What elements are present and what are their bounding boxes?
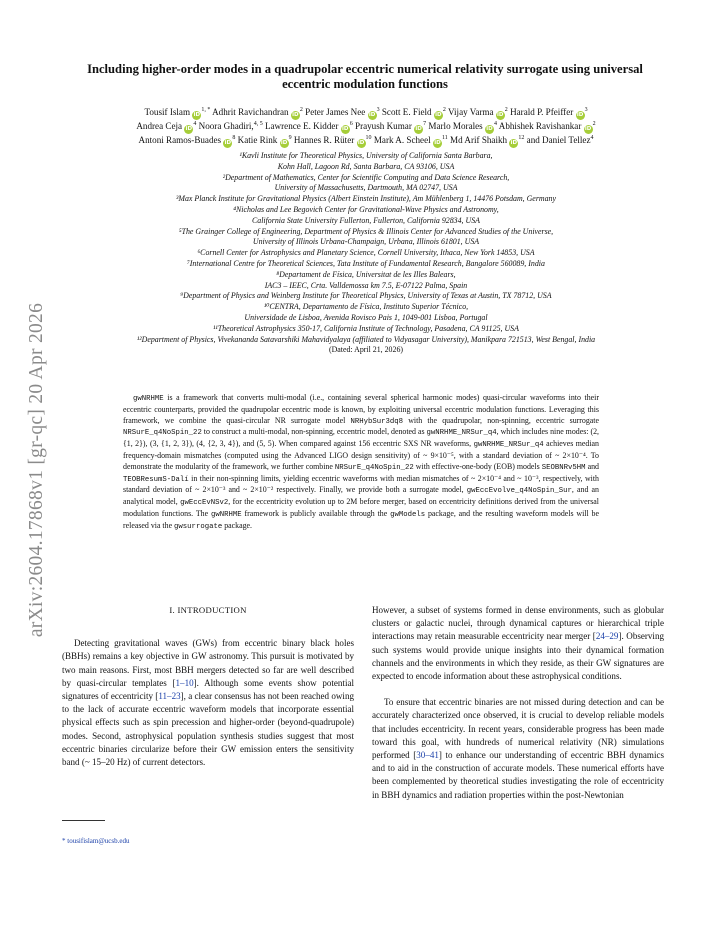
author-name: Md Arif Shaikh [450, 135, 508, 145]
affiliation-line: ⁵The Grainger College of Engineering, Department of Physics & Illinois Center for Advanced Studies of the Universe, [178, 226, 554, 236]
abstract-text: to construct a multi-modal, non-spinning, eccentric model, denoted as [201, 427, 427, 437]
abstract-text: is a framework that converts multi-modal (i.e., containing several spherical harmonic modes) quasi-circular waveforms into their eccentric counterparts, provided the quadrupolar eccentric mode is known, by exploiting universal eccentric modulation functions. Leveraging this framework, we combine the quasi-circular NR surrogate model [123, 393, 599, 425]
body-paragraph [372, 604, 664, 683]
abstract-text: package, and the resulting waveform models will be released via the [123, 508, 599, 530]
author-affil-marker: 4 [493, 120, 497, 127]
orcid-icon[interactable]: iD [224, 140, 232, 146]
paragraph-text: To ensure that eccentric binaries are not missed during detection and can be accurately characterized once observed, it is crucial to develop reliable models that includes eccentricity. In recent years, considerable progress has been made toward this goal, with hundreds of numerical relativity (NR) simulations performed [ [372, 697, 664, 761]
code-name: gwModels [390, 510, 426, 519]
affiliation-line: ³Max Planck Institute for Gravitational Physics (Albert Einstein Institute), Am Mühlenberg 1, 14476 Potsdam, Germany [176, 194, 556, 204]
orcid-icon[interactable]: iD [486, 126, 493, 132]
author-affil-marker: 2 [442, 106, 446, 113]
affiliation-line: California State University Fullerton, Fullerton, California 92834, USA [252, 215, 480, 225]
author-affil-marker: 4 [193, 120, 197, 127]
orcid-icon[interactable]: iD [368, 112, 376, 118]
code-name: gwNRHME_NRSur_q4 [473, 441, 544, 450]
citation-link[interactable]: 24–29 [595, 631, 619, 642]
author-affil-marker: 6 [349, 120, 353, 127]
author-affil-marker: 12 [518, 134, 525, 141]
abstract-text: framework is publicly available through the [241, 508, 391, 518]
affiliation-line: ⁹Department of Physics and Weinberg Institute for Theoretical Physics, University of Texas at Austin, TX 78712, USA [180, 291, 552, 301]
arxiv-identifier: arXiv:2604.17868v1 [gr-qc] 20 Apr 2026 [26, 302, 47, 638]
author-list [60, 106, 672, 148]
paragraph-text: ]. Observing such systems would provide unique insights into their dynamical formation channels and the environments in which they reside, as their GW signatures are expected to encode information about these astrophysical conditions. [372, 631, 664, 682]
author-affil-marker: 4 [590, 134, 594, 141]
footnote-divider [62, 820, 105, 821]
orcid-icon[interactable]: iD [497, 112, 504, 118]
orcid-icon[interactable]: iD [357, 140, 365, 146]
abstract-text: , which includes nine modes: (2, {1, 2}), (3, {1, 2, 3}), (4, {2, 3, 4}), and (5, 5). When compared against 156 eccentric SXS NR waveforms, [123, 427, 600, 449]
affiliation-line: ⁷International Centre for Theoretical Sciences, Tata Institute of Fundamental Research, Bangalore 560089, India [187, 258, 545, 268]
abstract-text: with the quadrupolar, non-spinning, eccentric surrogate [403, 415, 599, 425]
orcid-icon[interactable]: iD [510, 140, 518, 146]
affiliation-line: ⁸Departament de Física, Universitat de les Illes Balears, [276, 269, 456, 279]
affiliation-line: ⁴Nicholas and Lee Begovich Center for Gravitational-Wave Physics and Astronomy, [233, 204, 499, 214]
code-name: NRSurE_q4NoSpin_22 [334, 463, 414, 472]
affiliation-line: ¹⁰CENTRA, Departamento de Física, Instituto Superior Técnico, [263, 302, 469, 312]
section-heading: I. INTRODUCTION [169, 605, 247, 615]
affiliation-line: ²Department of Mathematics, Center for Scientific Computing and Data Science Research, [222, 172, 510, 182]
orcid-icon[interactable]: iD [576, 112, 584, 118]
orcid-icon[interactable]: iD [342, 126, 349, 132]
paragraph-text: Detecting gravitational waves (GWs) from eccentric binary black holes (BBHs) remains a key objective in GW astronomy. This pursuit is motivated by two main reasons. First, most BBH mergers detected so far are well described by quasi-circular templates [ [62, 638, 354, 688]
code-name: gwNRHME [211, 510, 242, 519]
author-affil-marker: 9 [288, 134, 292, 141]
affiliation-line: University of Illinois Urbana-Champaign, Urbana, Illinois 61801, USA [252, 237, 480, 247]
orcid-icon[interactable]: iD [292, 112, 299, 118]
code-name: gwEccEvNSv2 [180, 499, 229, 508]
paragraph-text: ] to enhance our understanding of eccentric BBH dynamics and to aid in the construction of accurate models. These numerical efforts have been complemented by theoretical studies investigating the role of eccentricity in BBH dynamics and radiation properties within the post-Newtonian [372, 750, 665, 800]
abstract-text: , and an analytical model, [123, 485, 599, 507]
author-name: and Daniel Tellez [526, 135, 591, 145]
affiliation-line: Universidade de Lisboa, Avenida Rovisco Pais 1, 1049-001 Lisboa, Portugal [244, 312, 488, 322]
author-affil-marker: 2 [592, 120, 596, 127]
affiliation-line: ¹Kavli Institute for Theoretical Physics, University of California Santa Barbara, [239, 151, 493, 160]
author-name: Harald P. Pfeiffer [510, 107, 574, 117]
author-name: Katie Rink [237, 135, 278, 145]
author-affil-marker: 11 [441, 134, 448, 141]
author-affil-marker: 1, * [201, 106, 211, 113]
author-name: Scott E. Field [381, 107, 432, 117]
author-name: Vijay Varma [448, 107, 494, 117]
paragraph-text: ]. Although some events show potential signatures of eccentricity [ [62, 677, 354, 702]
author-affil-marker: 3 [376, 106, 380, 113]
author-name: Noora Ghadiri, [198, 121, 254, 131]
left-column [62, 604, 354, 769]
author-affil-marker: 8 [232, 134, 236, 141]
paragraph-text: However, a subset of systems formed in dense environments, such as globular clusters or galactic nuclei, through dynamical captures or hierarchical triple interactions may retain measurable eccentricity near merger [ [372, 605, 664, 642]
orcid-icon[interactable]: iD [185, 126, 193, 132]
author-name: Adhrit Ravichandran [212, 107, 289, 117]
code-name: gwEccEvolve_q4NoSpin_Sur [466, 487, 572, 496]
orcid-icon[interactable]: iD [280, 140, 288, 146]
author-name: Tousif Islam [144, 107, 191, 117]
abstract [123, 393, 599, 533]
paragraph-gap [372, 683, 664, 696]
affiliation-list [56, 151, 676, 356]
affiliation-line: ⁶Cornell Center for Astrophysics and Planetary Science, Cornell University, Ithaca, New York 14853, USA [197, 248, 535, 258]
author-affil-marker: 3 [584, 106, 588, 113]
body-paragraph [372, 696, 664, 802]
abstract-text: in their non-spinning limits, yielding eccentric waveforms with median mismatches of ~ 2×10⁻⁴ and ~ 10⁻³, respectively, with standard deviation of ~ 2×10⁻³ and ~ 2×10⁻² respectively. Finally, we provide both a surrogate model, [123, 473, 599, 495]
paragraph-text: ], a clear consensus has not been reached owing to the lack of accurate eccentric waveform models that incorporate essential physical effects such as spin precession and higher-order (beyond-quadrupole) modes. Second, astrophysical population synthesis studies suggest that most eccentric binaries circularize before their GW emission enters the sensitivity band (~ 15–20 Hz) of current detectors. [62, 691, 354, 768]
author-affil-marker: 7 [423, 120, 427, 127]
author-name: Abhishek Ravishankar [498, 121, 582, 131]
orcid-icon[interactable]: iD [193, 112, 201, 118]
code-name: NRHybSur3dq8 [350, 417, 404, 426]
orcid-icon[interactable]: iD [435, 112, 442, 118]
date-line: (Dated: April 21, 2026) [328, 345, 404, 355]
arxiv-identifier-sidebar [22, 240, 52, 700]
author-name: Marlo Morales [428, 121, 483, 131]
affiliation-line: ¹¹Theoretical Astrophysics 350-17, California Institute of Technology, Pasadena, CA 91125, USA [213, 323, 519, 333]
author-affil-marker: 10 [365, 134, 372, 141]
code-name: gwNRHME_NRSur_q4 [426, 429, 497, 438]
orcid-icon[interactable]: iD [434, 140, 441, 146]
abstract-text: and [585, 461, 599, 471]
code-name: gwNRHME [133, 395, 164, 403]
affiliation-line: IAC3 – IEEC, Crta. Valldemossa km 7.5, E-07122 Palma, Spain [264, 280, 468, 290]
abstract-text: with effective-one-body (EOB) models [413, 461, 542, 471]
author-affil-marker: 2 [504, 106, 508, 113]
author-name: Prayush Kumar [355, 121, 412, 131]
citation-link[interactable]: 11–23 [158, 691, 181, 702]
affiliation-line: Kohn Hall, Lagoon Rd, Santa Barbara, CA 93106, USA [277, 161, 455, 171]
orcid-icon[interactable]: iD [415, 126, 422, 132]
affiliation-line: ¹²Department of Physics, Vivekananda Satavarshiki Mahavidyalaya (affiliated to Vidyasagar University), Manikpara 721513, West Bengal, India [136, 334, 596, 344]
author-name: Peter James Nee [305, 107, 366, 117]
author-name: Mark A. Scheel [373, 135, 431, 145]
abstract-text: achieves median frequency-domain mismatches (computed using the Advanced LIGO design sensitivity) of ~ 9×10⁻⁵, with a standard deviation of ~ 2×10⁻⁴. To demonstrate the modularity of the framework, we further combine [123, 439, 599, 471]
right-column [372, 604, 664, 802]
code-name: gwsurrogate [174, 522, 223, 531]
paper-title: Including higher-order modes in a quadrupolar eccentric numerical relativity surrogate using universal eccentric modulation functions [87, 62, 643, 91]
abstract-text: , for the eccentricity evolution up to 2M before merger, based on eccentricity definitions derived from the universal modulation functions. The [123, 497, 599, 518]
citation-link[interactable]: 30–41 [416, 750, 439, 761]
author-name: Lawrence E. Kidder [264, 121, 339, 131]
author-affil-marker: 2 [299, 106, 303, 113]
code-name: SEOBNRv5HM [541, 463, 586, 472]
code-name: TEOBResumS-Dalí [123, 475, 189, 484]
author-affil-marker: 4, 5 [253, 120, 263, 127]
code-name: NRSurE_q4NoSpin_22 [123, 429, 202, 438]
orcid-icon[interactable]: iD [584, 126, 592, 132]
author-name: Antoni Ramos-Buades [138, 135, 222, 145]
affiliation-line: University of Massachusetts, Dartmouth, MA 02747, USA [274, 183, 458, 193]
body-paragraph [62, 637, 354, 769]
footnote-email[interactable]: * tousifislam@ucsb.edu [62, 837, 130, 845]
author-name: Hannes R. Rüter [293, 135, 355, 145]
abstract-text: package. [222, 520, 253, 530]
author-name: Andrea Ceja [136, 121, 183, 131]
citation-link[interactable]: 1–10 [175, 677, 194, 688]
